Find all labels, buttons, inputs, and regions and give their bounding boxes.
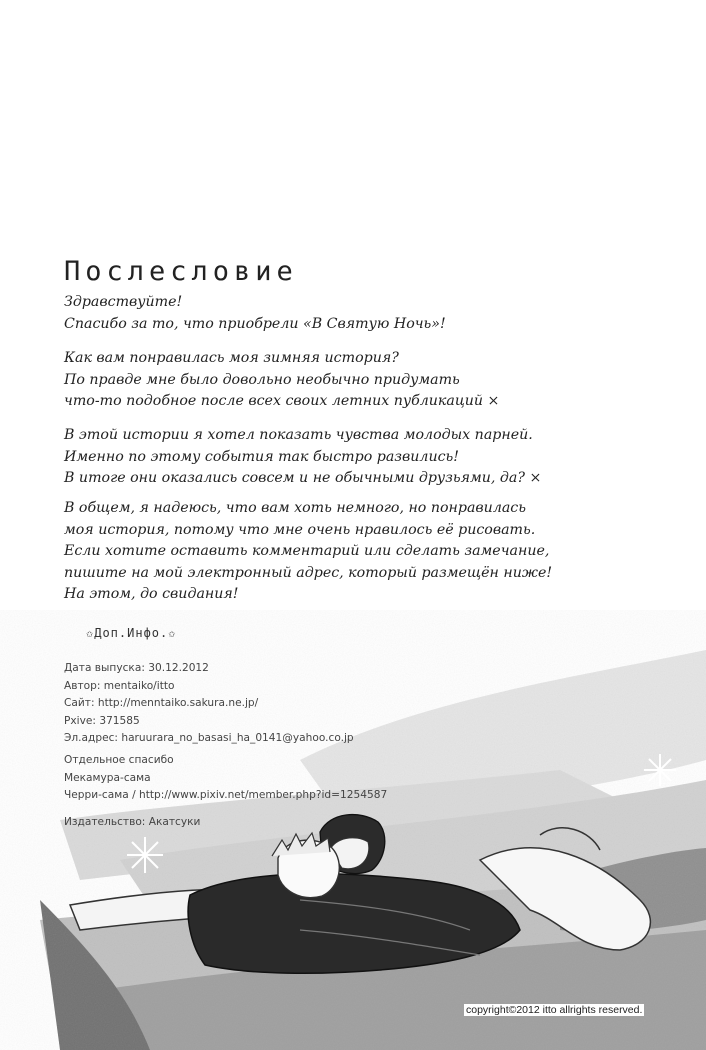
text-line: В общем, я надеюсь, что вам хоть немного, но понравилась: [64, 500, 526, 516]
text-line: Если хотите оставить комментарий или сделать замечание,: [64, 543, 550, 559]
info-heading: ✩Доп.Инфо.✩: [86, 626, 177, 640]
email: Эл.адрес: haruurara_no_basasi_ha_0141@yahoo.co.jp: [64, 732, 354, 744]
paragraph-closing: [64, 498, 684, 606]
text-line: В итоге они оказались совсем и не обычными друзьями, да? ×: [64, 470, 542, 486]
website: Сайт: http://menntaiko.sakura.ne.jp/: [64, 697, 259, 709]
text-line: Здравствуйте!: [64, 294, 183, 310]
text-line: По правде мне было довольно необычно придумать: [64, 371, 460, 388]
text-line: пишите на мой электронный адрес, который размещён ниже!: [64, 564, 553, 581]
text-line: Именно по этому события так быстро развились!: [64, 448, 459, 465]
text-line: моя история, потому что мне очень нравилось её рисовать.: [64, 521, 536, 538]
copyright-notice: copyright©2012 itto allrights reserved.: [466, 1004, 643, 1016]
special-thanks: [64, 752, 387, 805]
thanks-heading: Отдельное спасибо: [64, 754, 174, 766]
pixiv-id: Pxive: 371585: [64, 714, 140, 727]
text-line: что-то подобное после всех своих летних публикаций ×: [64, 393, 500, 409]
paragraph-greeting: [64, 292, 684, 335]
text-line: Спасибо за то, что приобрели «В Святую Ночь»!: [64, 315, 446, 332]
paragraph-story: [64, 348, 684, 413]
page-title: Послесловие: [64, 256, 298, 288]
release-info: [64, 660, 354, 748]
release-date: Дата выпуска: 30.12.2012: [64, 662, 209, 674]
thanks-entry: Мекамура-сама: [64, 771, 151, 784]
thanks-entry: Черри-сама / http://www.pixiv.net/member.php?id=1254587: [64, 789, 388, 801]
paragraph-feelings: [64, 425, 684, 490]
publisher-line: Издательство: Акатсуки: [64, 816, 201, 828]
author: Автор: mentaiko/itto: [64, 679, 175, 692]
text-line: В этой истории я хотел показать чувства молодых парней.: [64, 427, 533, 443]
text-line: Как вам понравилась моя зимняя история?: [64, 350, 399, 366]
text-line: На этом, до свидания!: [64, 586, 239, 602]
publisher: [64, 814, 200, 832]
